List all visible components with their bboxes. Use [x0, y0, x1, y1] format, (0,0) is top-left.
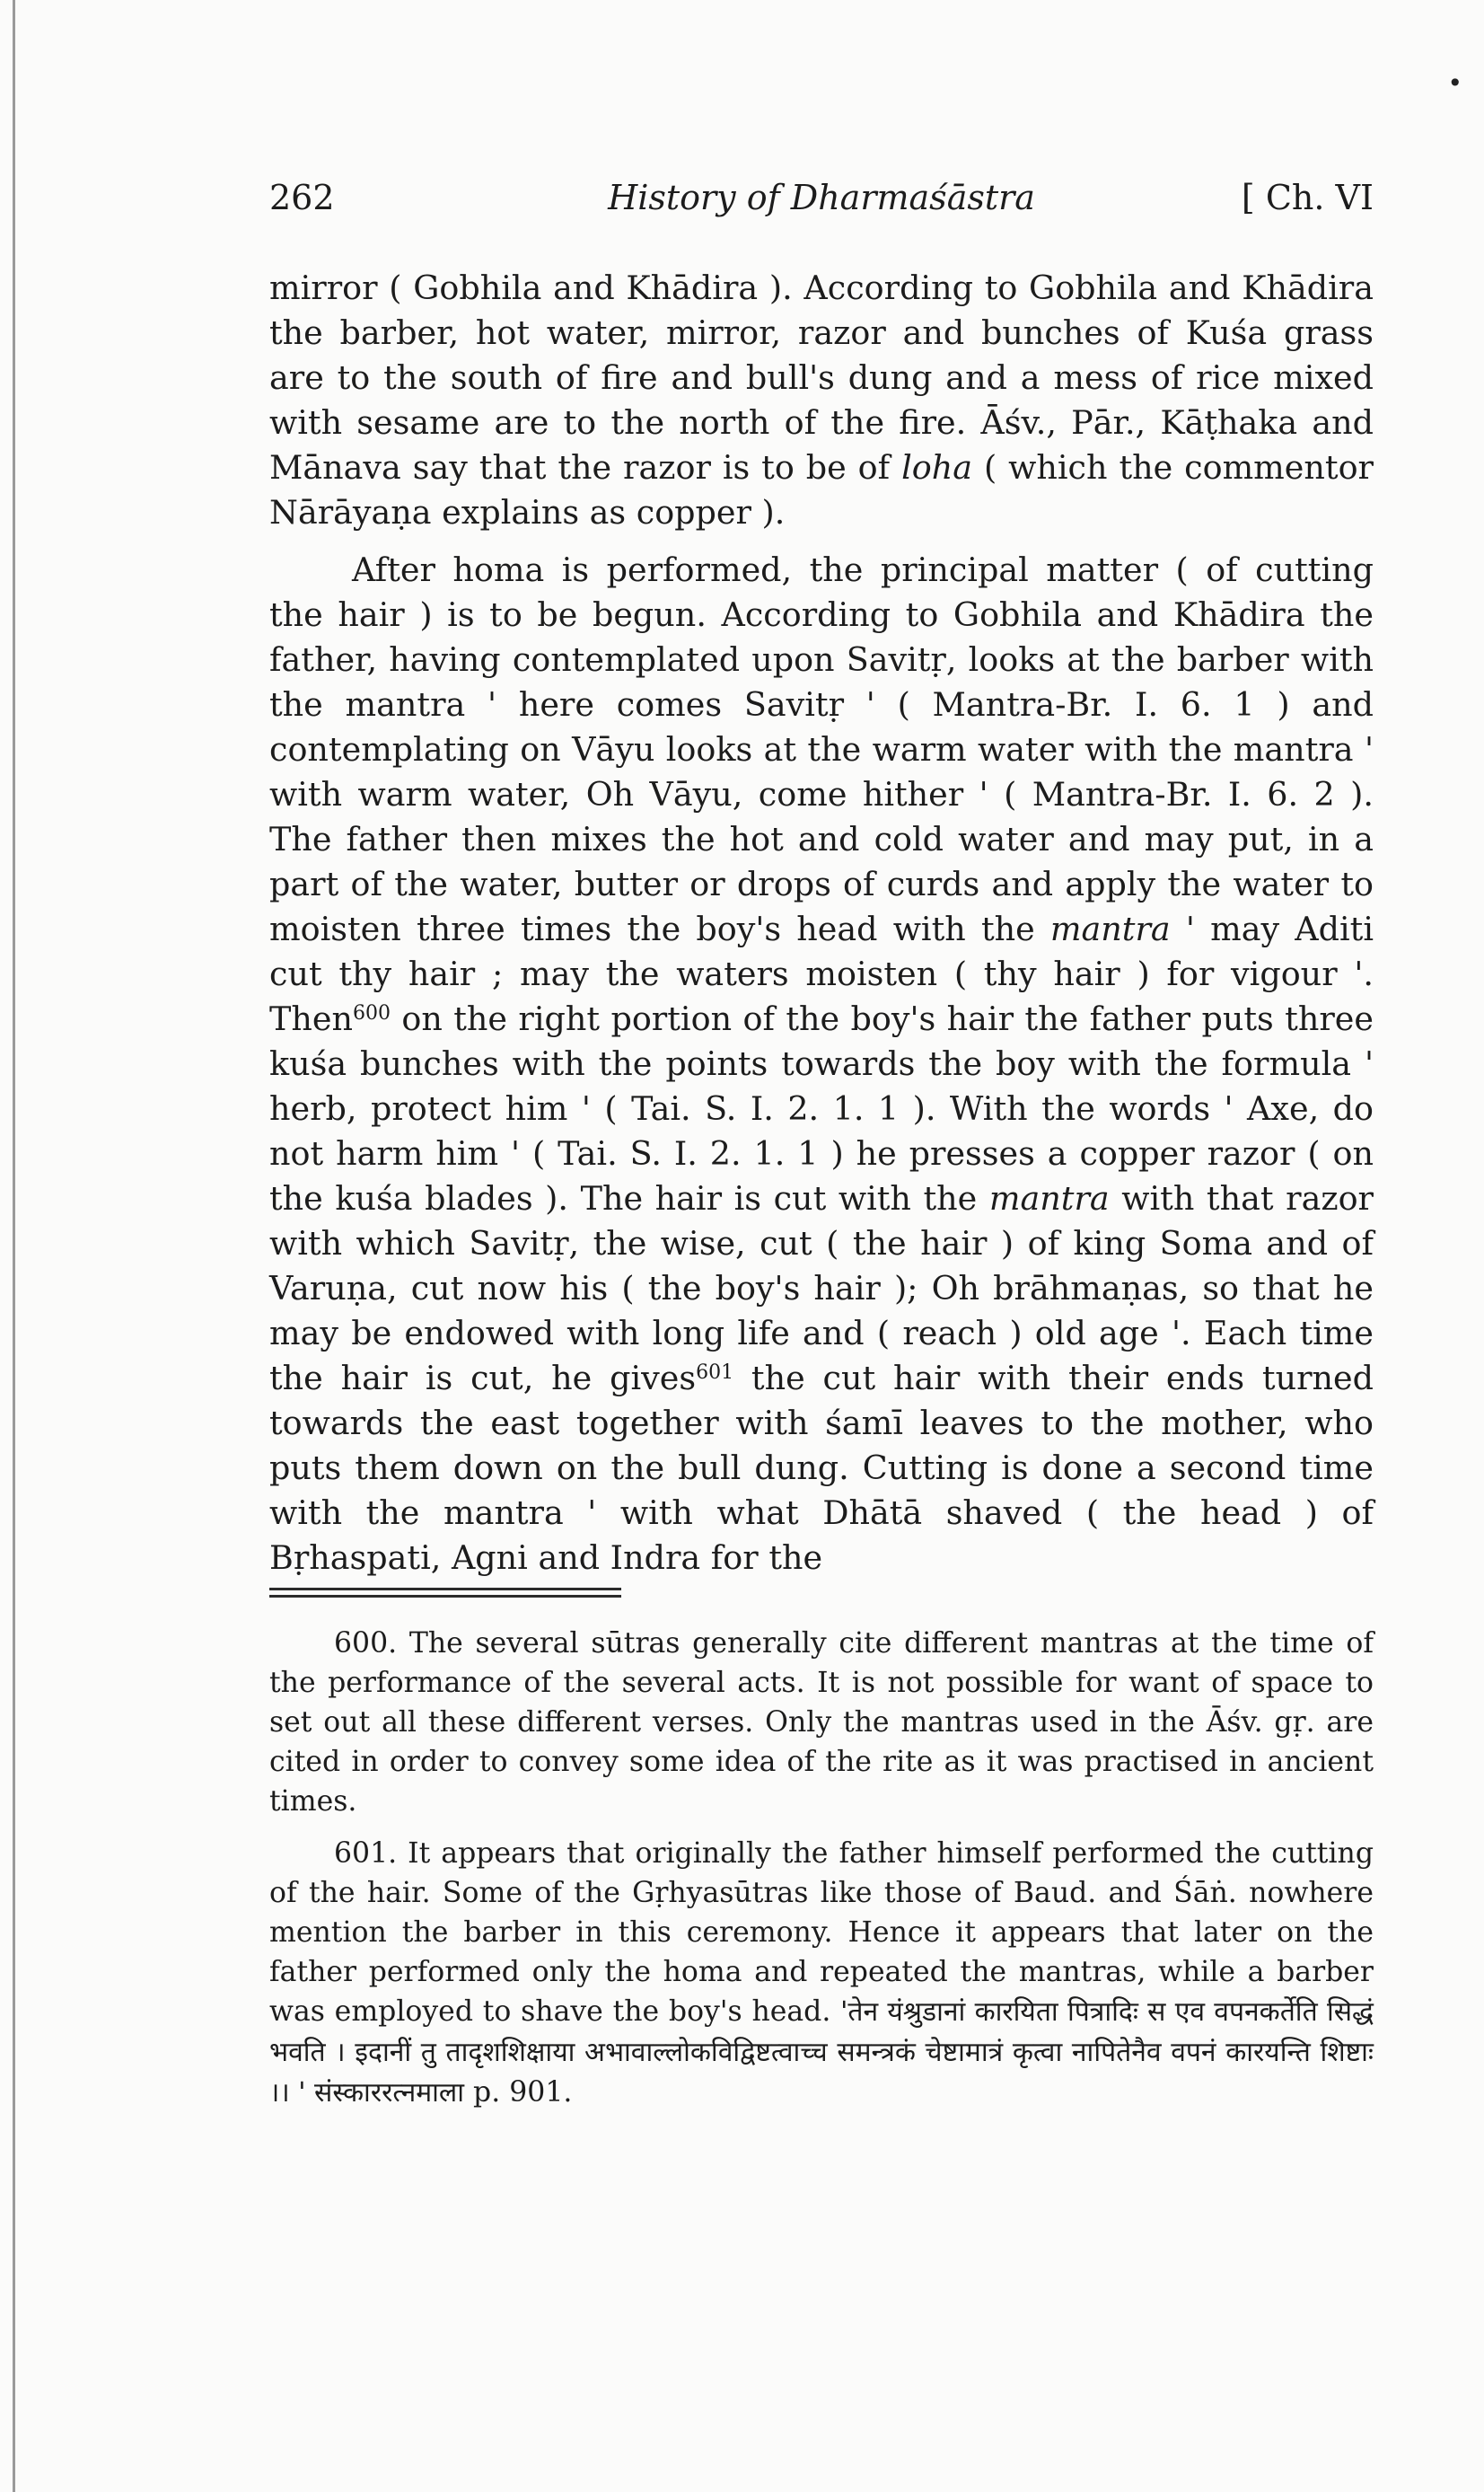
chapter-label: [ Ch. VI — [1241, 178, 1374, 217]
paragraph-2 — [269, 548, 1374, 1581]
running-title: History of Dharmaśāstra — [608, 178, 1035, 217]
paragraph-1-text: mirror ( Gobhila and Khādira ). According to Gobhila and Khādira the barber, hot water, mirror, razor and bunches of Kuśa grass are to the south of fire and bull's dung and a mess of rice mixed with sesame are to the north of the fire. Āśv., Pār., Kāṭhaka and Mānava say that the razor is to be of — [269, 269, 1374, 487]
paragraph-1-end: ( which the commentor Nārāyaṇa explains as copper ). — [269, 448, 1374, 532]
footnote-ref-601[interactable]: 601 — [696, 1361, 734, 1384]
footnote-601-text: 601. It appears that originally the father himself performed the cutting of the hair. Some of the Gṛhyasūtras like those of Baud. and Śāṅ. nowhere mention the barber in this ceremony. Hence it appears that later on the father performed only the homa and repeated the mantras, while a barber was employed to shave the boy's head. — [269, 1837, 1374, 2028]
italic-mantra-2: mantra — [988, 1179, 1110, 1218]
paragraph-1 — [269, 266, 1374, 535]
paragraph-2-part-b: ' may Aditi cut thy hair ; may the waters moisten ( thy hair ) for vigour '. Then — [269, 910, 1374, 1038]
paragraph-2-part-a: After homa is performed, the principal matter ( of cutting the hair ) is to be begun. According to Gobhila and Khādira the father, having contemplated upon Savitṛ, looks at the barber with the mantra ' here comes Savitṛ ' ( Mantra-Br. I. 6. 1 ) and contemplating on Vāyu looks at the warm water with the mantra ' with warm water, Oh Vāyu, come hither ' ( Mantra-Br. I. 6. 2 ). The father then mixes the hot and cold water and may put, in a part of the water, butter or drops of curds and apply the water to moisten three times the boy's head with the — [269, 550, 1374, 948]
paragraph-2-part-c: on the right portion of the boy's hair the father puts three kuśa bunches with the points towards the boy with the formula ' herb, protect him ' ( Tai. S. I. 2. 1. 1 ). With the words ' Axe, do not harm him ' ( Tai. S. I. 2. 1. 1 ) he presses a copper razor ( on the kuśa blades ). The hair is cut with the — [269, 999, 1374, 1218]
page-number: 262 — [269, 178, 335, 217]
paragraph-2-part-e: the cut hair with their ends turned towards the east together with śamī leaves to the mother, who puts them down on the bull dung. Cutting is done a second time with the mantra ' with what Dhātā shaved ( the head ) of Bṛhaspati, Agni and Indra for the — [269, 1359, 1374, 1577]
ink-speck: • — [1447, 68, 1462, 98]
running-header — [269, 178, 1374, 232]
footnote-601 — [269, 1834, 1374, 2113]
footnotes — [269, 1624, 1374, 2113]
footnote-601-citation: p. 901. — [464, 2076, 573, 2109]
italic-term: loha — [901, 448, 973, 487]
footnote-600: 600. The several sūtras generally cite different mantras at the time of the performance of the several acts. It is not possible for want of space to set out all these different verses. Only the mantras used in the Āśv. gṛ. are cited in order to convey some idea of the rite as it was practised in ancient times. — [269, 1627, 1374, 1818]
footnote-separator — [269, 1588, 621, 1600]
page-edge-rule — [13, 0, 15, 2492]
footnote-ref-600[interactable]: 600 — [352, 1002, 391, 1025]
italic-mantra-1: mantra — [1049, 910, 1171, 948]
main-text — [269, 266, 1374, 1581]
paragraph-2-part-d: with that razor with which Savitṛ, the wise, cut ( the hair ) of king Soma and of Varuṇa, cut now his ( the boy's hair ); Oh brāhmaṇas, so that he may be endowed with long life and ( reach ) old age '. Each time the hair is cut, he gives — [269, 1179, 1374, 1397]
footnote-601-sanskrit: 'तेन यंश्रुडानां कारयिता पित्रादिः स एव वपनकर्तेति सिद्धं भवति । इदानीं तु तादृशशिक्षाया अभावाल्लोकविद्विष्टत्वाच्च समन्त्रकं चेष्टामात्रं कृत्वा नापितेनैव वपनं कारयन्ति शिष्टाः ।। ' संस्काररत्नमाला — [269, 1996, 1374, 2109]
